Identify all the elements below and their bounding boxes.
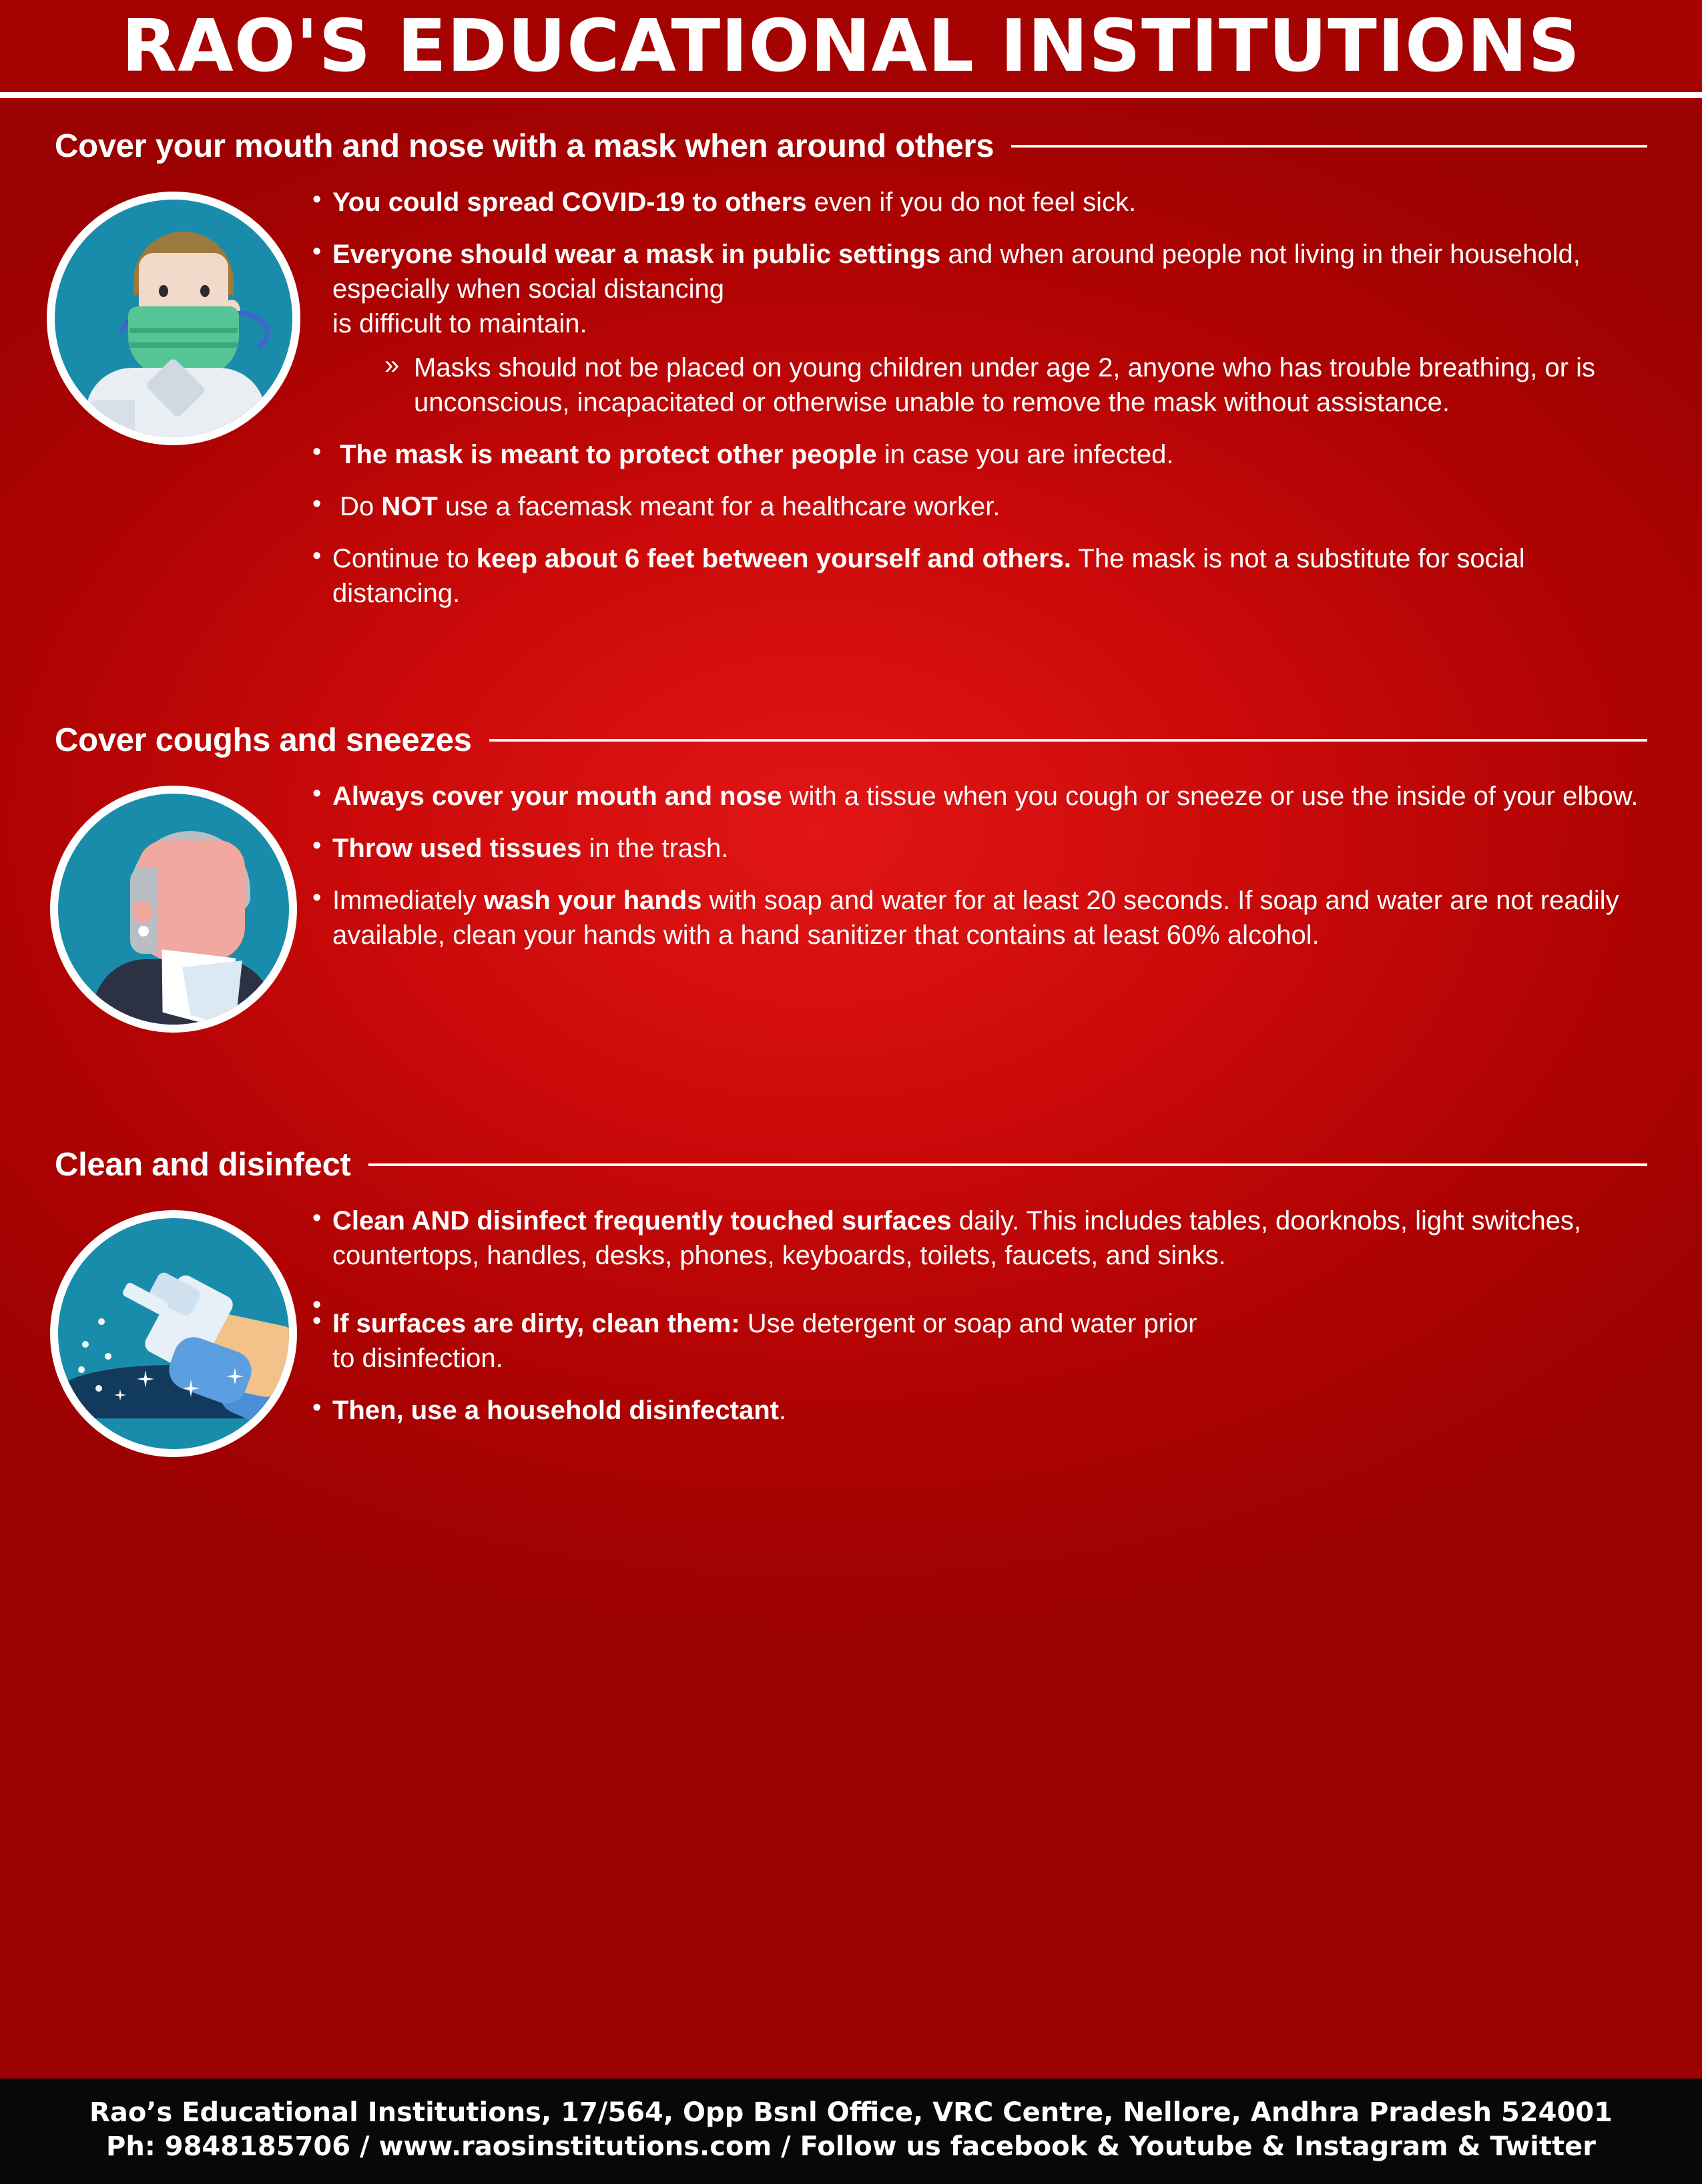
poster-footer — [0, 2079, 1702, 2184]
list-item — [307, 1290, 1642, 1306]
list-item: • Throw used tissues in the trash. — [307, 831, 1642, 866]
poster-content — [0, 101, 1702, 2079]
section-title-masks: Cover your mouth and nose with a mask when around others — [55, 128, 995, 164]
section-coughs — [40, 722, 1662, 1033]
section-divider — [1011, 145, 1647, 148]
text-column — [307, 779, 1662, 970]
section-header — [40, 127, 1662, 165]
list-item: • Then, use a household disinfectant. — [307, 1393, 1642, 1428]
list-item: • You could spread COVID-19 to others even if you do not feel sick. — [307, 185, 1642, 220]
list-item: • Everyone should wear a mask in public settings and when around people not living in their household, especially when social distancing is difficult to maintain. » Masks should not be placed on young children under age 2, anyone who has trouble breathing, or is unconscious, incapacitated or otherwise unable to remove the mask without assistance. — [307, 237, 1642, 420]
section-masks — [40, 127, 1662, 628]
footer-address: Rao’s Educational Institutions, 17/564, Opp Bsnl Office, VRC Centre, Nellore, Andhra Pradesh 524001 — [89, 2097, 1613, 2128]
text-column — [307, 185, 1662, 628]
icon-column — [40, 779, 307, 1033]
section-header — [40, 1146, 1662, 1183]
section-clean — [40, 1146, 1662, 1457]
section-divider — [489, 739, 1647, 742]
section-divider — [368, 1163, 1647, 1166]
sub-list-item: » Masks should not be placed on young children under age 2, anyone who has trouble breathing, or is unconscious, incapacitated or otherwise unable to remove the mask without assistance. — [380, 350, 1642, 420]
header-divider — [0, 92, 1702, 98]
section-header — [40, 722, 1662, 759]
person-covering-cough-icon — [50, 786, 297, 1033]
icon-column — [40, 1203, 307, 1457]
spray-bottle-cleaning-icon — [50, 1210, 297, 1457]
section-title-clean: Clean and disinfect — [55, 1147, 351, 1183]
bullet-list-coughs — [307, 779, 1642, 952]
bullet-list-masks — [307, 185, 1642, 611]
sub-bullet-list — [332, 350, 1642, 420]
list-item: • Always cover your mouth and nose with a tissue when you cough or sneeze or use the inside of your elbow. — [307, 779, 1642, 814]
list-item: • Continue to keep about 6 feet between yourself and others. The mask is not a substitute for social distancing. — [307, 541, 1642, 611]
bullet-list-clean — [307, 1203, 1642, 1428]
list-item: • The mask is meant to protect other people in case you are infected. — [307, 437, 1642, 472]
list-item: • Immediately wash your hands with soap and water for at least 20 seconds. If soap and water are not readily available, clean your hands with a hand sanitizer that contains at least 60% alcohol. — [307, 883, 1642, 952]
section-title-coughs: Cover coughs and sneezes — [55, 722, 472, 758]
list-item: • If surfaces are dirty, clean them: Use detergent or soap and water prior to disinfection. — [307, 1306, 1642, 1376]
icon-column — [40, 185, 307, 445]
text-column — [307, 1203, 1662, 1445]
list-item: • Do NOT use a facemask meant for a healthcare worker. — [307, 489, 1642, 524]
page-title: RAO'S EDUCATIONAL INSTITUTIONS — [121, 5, 1581, 88]
poster-header — [0, 0, 1702, 101]
footer-contact: Ph: 9848185706 / www.raosinstitutions.com / Follow us facebook & Youtube & Instagram & Twitter — [106, 2131, 1596, 2162]
person-wearing-mask-icon — [47, 192, 300, 445]
list-item: • Clean AND disinfect frequently touched surfaces daily. This includes tables, doorknobs, light switches, countertops, handles, desks, phones, keyboards, toilets, faucets, and sinks. — [307, 1203, 1642, 1273]
